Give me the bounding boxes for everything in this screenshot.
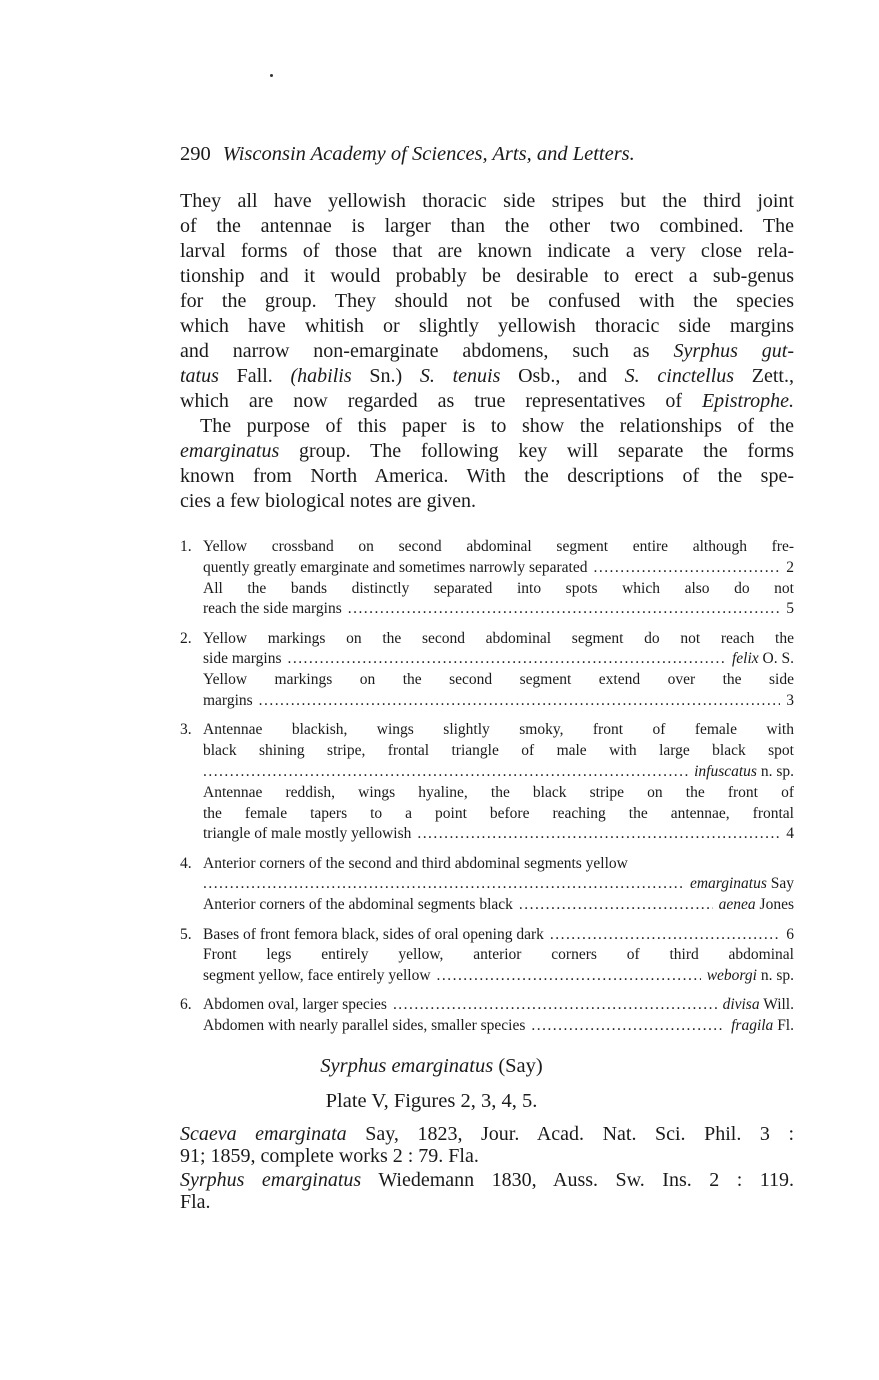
key-line	[203, 558, 794, 579]
running-head	[180, 141, 795, 167]
journal-title: Wisconsin Academy of Sciences, Arts, and Letters.	[222, 143, 635, 165]
key-line: the female tapers to a point before reaching the antennae, frontal	[203, 804, 794, 822]
text-line: known from North America. With the descriptions of the spe-	[180, 465, 794, 487]
key-line: Yellow crossband on second abdominal segment entire although fre-	[203, 538, 794, 555]
key-line	[203, 691, 794, 712]
text-line	[180, 339, 794, 364]
key-line: Yellow markings on the second abdominal segment do not reach the	[203, 629, 794, 647]
key-text: side margins	[203, 650, 282, 668]
species-name: S. cinctellus	[624, 365, 735, 387]
species-heading	[0, 1053, 871, 1079]
species-name: felix	[731, 650, 759, 668]
couplet-number: 6.	[180, 996, 192, 1014]
couplet-number: 2.	[180, 629, 192, 647]
species-name: Syrphus emarginatus	[180, 1169, 362, 1191]
leader-dots	[437, 966, 701, 987]
leader-dots	[393, 995, 717, 1016]
text-line: of the antennae is larger than the other two combined. The	[180, 215, 794, 237]
paragraph-intro	[180, 189, 794, 414]
text-line: The purpose of this paper is to show the relationships of the	[200, 415, 794, 437]
text-line: which have whitish or slightly yellowish thoracic side margins	[180, 315, 794, 337]
key-result: 6	[786, 925, 794, 943]
key-text: triangle of male mostly yellowish	[203, 825, 412, 843]
key-text: Anterior corners of the abdominal segments black	[203, 896, 513, 914]
synonymy-references	[180, 1123, 794, 1215]
couplet-number: 3.	[180, 721, 192, 739]
leader-dots	[550, 925, 780, 946]
page-number: 290	[180, 143, 211, 165]
key-line: Yellow markings on the second segment extend over the side	[203, 671, 794, 689]
leader-dots	[519, 895, 713, 916]
key-result	[690, 874, 794, 895]
author: Jones	[755, 896, 794, 914]
text-run: group. The following key will separate the forms	[279, 440, 794, 462]
leader-dots	[203, 762, 688, 783]
key-text: margins	[203, 692, 253, 710]
author: Say	[766, 875, 794, 893]
key-line	[203, 895, 794, 916]
species-name: emarginatus	[180, 440, 280, 462]
leader-dots	[203, 874, 684, 895]
key-text: Abdomen oval, larger species	[203, 996, 387, 1014]
text-run: Fall.	[218, 365, 291, 387]
text-run: Osb., and	[500, 365, 625, 387]
species-name: divisa	[722, 996, 760, 1014]
key-couplet-1	[180, 537, 794, 620]
author: n. sp.	[756, 967, 794, 985]
key-result: 3	[786, 692, 794, 710]
species-name: tatus	[180, 365, 219, 387]
author: n. sp.	[756, 762, 794, 780]
text-line: tionship and it would probably be desirable to erect a sub-genus	[180, 265, 794, 287]
key-result: 5	[786, 600, 794, 618]
key-result: 2	[786, 558, 794, 576]
citation: Say, 1823, Jour. Acad. Nat. Sci. Phil. 3 :	[346, 1123, 794, 1145]
key-text: Bases of front femora black, sides of oral opening dark	[203, 925, 544, 943]
key-text: quently greatly emarginate and sometimes narrowly separated	[203, 558, 588, 576]
key-couplet-5	[180, 925, 794, 987]
key-line	[203, 762, 794, 783]
text-run: Sn.)	[351, 365, 420, 387]
species-name: Scaeva emarginata	[180, 1123, 347, 1145]
text-line	[180, 1169, 795, 1191]
paragraph-purpose	[180, 414, 794, 514]
couplet-number: 4.	[180, 854, 192, 872]
reference-entry	[180, 1169, 794, 1213]
text-line	[180, 364, 794, 389]
author: O. S.	[758, 650, 794, 668]
species-name: infuscatus	[694, 762, 757, 780]
species-name: fragila	[731, 1017, 774, 1035]
ink-speck	[270, 74, 273, 77]
key-line	[203, 824, 794, 845]
reference-entry	[180, 1123, 794, 1167]
key-couplet-2	[180, 629, 794, 712]
key-line	[203, 874, 794, 895]
leader-dots	[348, 599, 781, 620]
text-line	[180, 439, 794, 464]
key-result	[719, 895, 794, 916]
key-result	[707, 966, 794, 987]
species-name: emarginatus	[689, 875, 767, 893]
key-line: Front legs entirely yellow, anterior corners of third abdominal	[203, 946, 794, 964]
text-line: They all have yellowish thoracic side stripes but the third joint	[180, 190, 794, 212]
text-run: Zett.,	[734, 365, 794, 387]
species-name: (habilis	[290, 365, 352, 387]
author: (Say)	[493, 1055, 543, 1077]
identification-key	[180, 537, 794, 1046]
text-line: for the group. They should not be confused with the species	[180, 290, 794, 312]
key-couplet-6	[180, 995, 794, 1037]
key-line	[203, 925, 794, 946]
key-line	[203, 599, 794, 620]
key-line	[203, 649, 794, 670]
citation: Wiedemann 1830, Auss. Sw. Ins. 2 : 119.	[361, 1169, 795, 1191]
genus-name: Epistrophe.	[701, 390, 794, 412]
key-couplet-4	[180, 854, 794, 916]
species-name: aenea	[718, 896, 756, 914]
species-name: Syrphus gut-	[673, 340, 794, 362]
text-run: which are now regarded as true representatives of	[180, 390, 702, 412]
key-line: black shining stripe, frontal triangle of male with large black spot	[203, 742, 794, 760]
leader-dots	[594, 558, 781, 579]
text-line: Fla.	[180, 1191, 211, 1213]
leader-dots	[288, 649, 726, 670]
couplet-number: 5.	[180, 925, 192, 943]
key-line	[203, 966, 794, 987]
text-line	[180, 1123, 794, 1145]
species-name: weborgi	[706, 967, 757, 985]
key-text: reach the side margins	[203, 600, 342, 618]
key-line	[203, 1016, 794, 1037]
text-line	[180, 389, 794, 414]
key-line: Antennae blackish, wings slightly smoky, front of female with	[203, 721, 794, 739]
key-line	[203, 995, 794, 1016]
leader-dots	[259, 691, 781, 712]
key-result	[731, 1016, 794, 1037]
plate-reference: Plate V, Figures 2, 3, 4, 5.	[325, 1090, 538, 1112]
leader-dots	[531, 1016, 725, 1037]
key-text: Abdomen with nearly parallel sides, smaller species	[203, 1017, 526, 1035]
text-line: 91; 1859, complete works 2 : 79. Fla.	[180, 1145, 479, 1167]
author: Fl.	[773, 1017, 794, 1035]
key-line: All the bands distinctly separated into spots which also do not	[203, 579, 794, 597]
key-result	[694, 762, 794, 783]
key-couplet-3	[180, 720, 794, 845]
couplet-number: 1.	[180, 538, 192, 555]
species-name: Syrphus emarginatus	[320, 1055, 494, 1077]
species-name: S. tenuis	[419, 365, 501, 387]
key-result: 4	[786, 825, 794, 843]
key-result	[723, 995, 794, 1016]
text-line: larval forms of those that are known indicate a very close rela-	[180, 240, 794, 262]
key-line: Anterior corners of the second and third abdominal segments yellow	[203, 854, 628, 872]
author: Will.	[759, 996, 794, 1014]
key-line: Antennae reddish, wings hyaline, the black stripe on the front of	[203, 783, 794, 801]
key-result	[732, 649, 794, 670]
text-run: and narrow non-emarginate abdomens, such as	[180, 340, 674, 362]
key-text: segment yellow, face entirely yellow	[203, 967, 431, 985]
text-line: cies a few biological notes are given.	[180, 490, 476, 512]
leader-dots	[417, 824, 780, 845]
